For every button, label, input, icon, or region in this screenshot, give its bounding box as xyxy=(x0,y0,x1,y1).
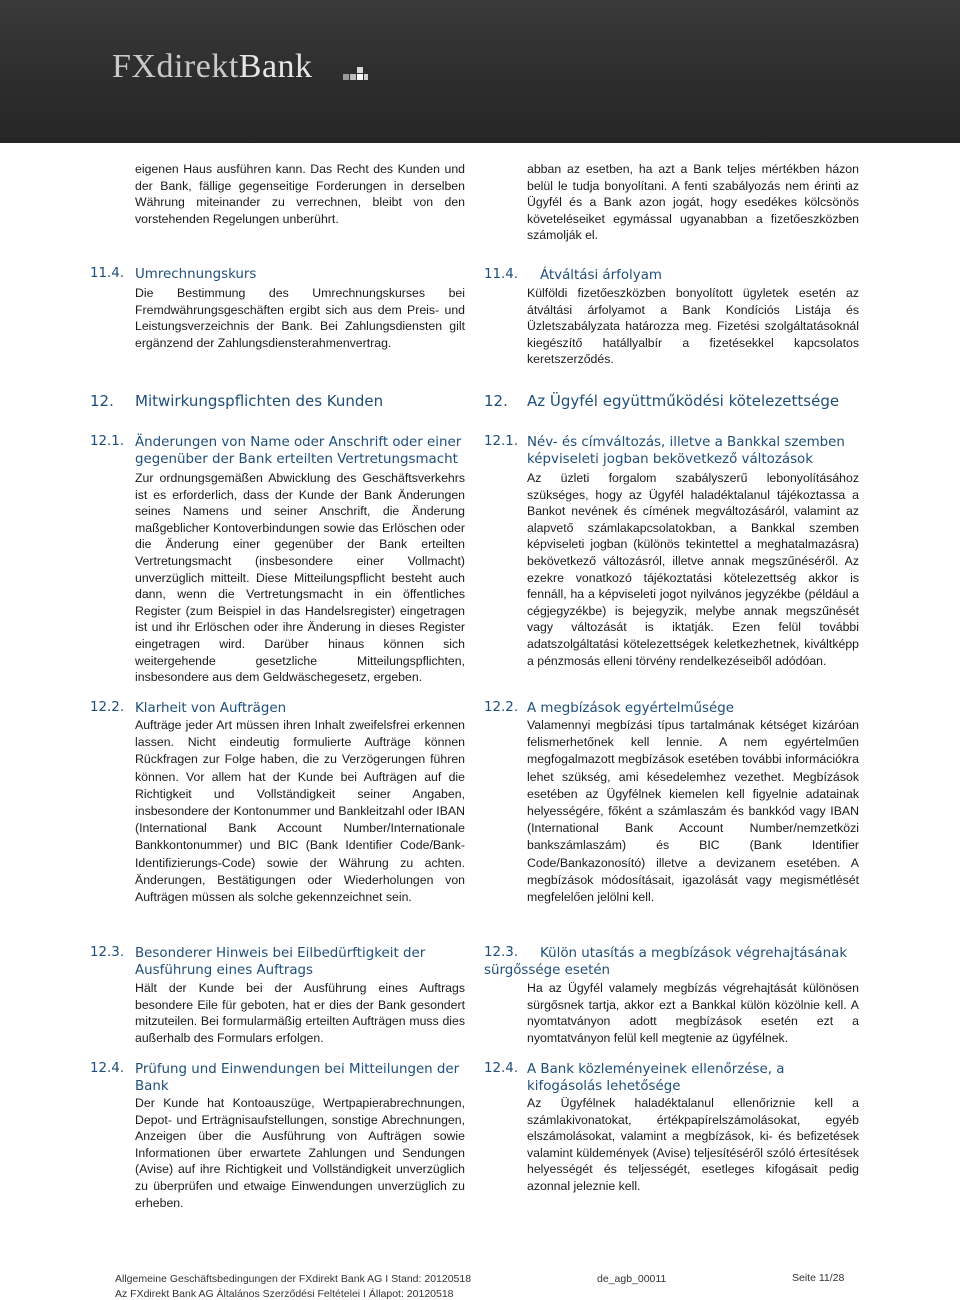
section-11-4-title-hu: Átváltási árfolyam xyxy=(540,268,662,283)
section-12-4-title-hu: A Bank közleményeinek ellenőrzése, a kifogásolás lehetősége xyxy=(527,1062,785,1094)
section-12-number-de: 12. xyxy=(90,392,114,410)
page-header xyxy=(0,0,960,143)
section-11-4-title-de: Umrechnungskurs xyxy=(135,267,257,282)
section-12-4-body-hu: Az Ügyfélnek haladéktalanul ellenőriznie kell a számlakivonatokat, értékpapírelszámolásokat, egyéb elszámolásokat, valamint a megbízások, ki- és befizetések valamint küldemények (Avise) teljesítéséről szóló értesítések helyességét és teljességét, esetleges kifogásait pedig azonnal jeleznie kell. xyxy=(527,1096,859,1193)
section-11-4-number-de: 11.4. xyxy=(90,266,125,281)
section-12-1-number-hu: 12.1. xyxy=(484,434,519,449)
intro-right-text: abban az esetben, ha azt a Bank teljes mértékben házon belül le tudja bonyolítani. A fenti szabályozás nem érinti az Ügyfél és a Bank azon jogát, hogy esedékes kölcsönös követeléseiket egymással ugyanabban a fizetőeszközben számolják el. xyxy=(527,162,859,243)
section-12-4-title-de: Prüfung und Einwendungen bei Mitteilungen der Bank xyxy=(135,1062,460,1094)
section-12-1-title-hu: Név- és címváltozás, illetve a Bankkal szemben képviseleti jogban bekövetkező változások xyxy=(527,435,845,467)
section-12-3-title-de: Besonderer Hinweis bei Eilbedürftigkeit der Ausführung eines Auftrags xyxy=(135,946,426,978)
footer-line-de: Allgemeine Geschäftsbedingungen der FXdirekt Bank AG I Stand: 20120518 xyxy=(115,1273,472,1285)
footer-line-hu: Az FXdirekt Bank AG Általános Szerződési Feltételei I Állapot: 20120518 xyxy=(115,1288,454,1300)
section-12-3-body-de: Hält der Kunde bei der Ausführung eines Auftrags besondere Eile für geboten, hat er dies der Bank gesondert mitzuteilen. Bei formularmäßig erteilten Aufträgen muss dies außerhalb des Formulars erfolgen. xyxy=(135,981,465,1045)
section-12-4-number-hu: 12.4. xyxy=(484,1061,519,1076)
section-12-title-hu: Az Ügyfél együttműködési kötelezettsége xyxy=(527,392,840,410)
section-12-1-body-hu: Az üzleti forgalom szabályszerű lebonyolításához szükséges, hogy az Ügyfél haladéktalanul tájékoztassa a Bankot nevének és címének megváltozásáról, valamint az alapvető számlakapcsolatokban, a Bankkal szemben képviseleti jogban (különös tekintettel a meghatalmazásra) bekövetkező változásról, illetve annak megszűnéséről. Az ezekre vonatkozó tájékoztatási kötelezettség akkor is fennáll, ha a képviseleti jogot nyilvános jegyzékbe (például a cégjegyzékbe) is bejegyzik, melybe annak megszűnését vagy változását is iktatják. Ezen felül további adatszolgáltatási kötelezettségek keletkezhetnek, kiváltképp a pénzmosás elleni törvény rendelkezéseiből adódóan. xyxy=(527,471,859,668)
section-12-1-title-de: Änderungen von Name oder Anschrift oder einer gegenüber der Bank erteilten Vertretungsmacht xyxy=(135,435,462,467)
logo-bank: Bank xyxy=(238,48,313,85)
section-12-4-body-de: Der Kunde hat Kontoauszüge, Wertpapierabrechnungen, Depot- und Erträgnisaufstellungen, sonstige Abrechnungen, Anzeigen über die Ausführung von Aufträgen sowie Informationen über erwartete Zahlungen und Sendungen (Avise) auf ihre Richtigkeit und Vollständigkeit unverzüglich zu überprüfen und etwaige Einwendungen unverzüglich zu erheben. xyxy=(135,1096,465,1210)
section-12-3-title-hu: Külön utasítás a megbízások végrehajtásának sürgőssége esetén xyxy=(484,946,848,978)
section-12-2-title-de: Klarheit von Aufträgen xyxy=(135,701,287,716)
section-11-4-body-hu: Külföldi fizetőeszközben bonyolított ügyletek esetén az átváltási árfolyamot a Bank Kondíciós Listája és Üzletszabályzata határozza meg. Fizetési szolgáltatásoknál kiegészítő hatállyalbír a fizetésekkel kapcsolatos keretszerződés. xyxy=(527,286,859,367)
section-11-4-body-de: Die Bestimmung des Umrechnungskurses bei Fremdwährungsgeschäften ergibt sich aus dem Preis- und Leistungsverzeichnis der Bank. Bei Zahlungsdiensten gilt ergänzend der Zahlungsdiensterahmenvertrag. xyxy=(135,286,465,350)
footer-doc-id: de_agb_00011 xyxy=(597,1273,667,1285)
section-12-3-number-de: 12.3. xyxy=(90,945,125,960)
section-12-title-de: Mitwirkungspflichten des Kunden xyxy=(135,392,384,410)
intro-left-text: eigenen Haus ausführen kann. Das Recht des Kunden und der Bank, fällige gegenseitige Forderungen in derselben Währung miteinander zu verrechnen, bleibt von den vorstehenden Regelungen unberührt. xyxy=(135,162,465,226)
section-12-3-body-hu: Ha az Ügyfél valamely megbízás végrehajtását különösen sürgősnek tartja, akkor ezt a Bankkal külön közölnie kell. A nyomtatványon adott megbízások esetén ezt a nyomtatványon felül kell megtenie az ügyfélnek. xyxy=(527,981,859,1045)
section-12-4-number-de: 12.4. xyxy=(90,1061,125,1076)
logo-squares-icon xyxy=(343,66,369,82)
section-12-3-number-hu: 12.3. xyxy=(484,945,519,960)
section-12-2-title-hu: A megbízások egyértelműsége xyxy=(527,701,734,716)
section-12-2-number-de: 12.2. xyxy=(90,700,125,715)
section-12-2-body-hu: Valamennyi megbízási típus tartalmának kétséget kizáróan felismerhetőnek kell lennie. A nem egyértelműen megfogalmazott megbízások esetében további információkra lehet szükség, ami késedelemhez vezethet. Megbízások esetében az Ügyfélnek kiemelen kell figyelnie adatainak helyességére, főként a számlaszám és bankkód vagy IBAN (International Bank Account Number/nemzetközi bankszámlaszám) és BIC (Bank Identifier Code/Bankazonosító) illetve a devizanem esetében. A megbízások módosításait, igazolását vagy megismétlését megfelelően jelölni kell. xyxy=(527,718,859,905)
footer-page-number: Seite 11/28 xyxy=(792,1272,845,1284)
section-11-4-number-hu: 11.4. xyxy=(484,267,519,282)
section-12-2-body-de: Aufträge jeder Art müssen ihren Inhalt zweifelsfrei erkennen lassen. Nicht eindeutig formulierte Aufträge können Rückfragen zur Folge haben, die zu Verzögerungen führen können. Vor allem hat der Kunde bei Aufträgen auf die Richtigkeit und Vollständigkeit seiner Angaben, insbesondere der Kontonummer und Bankleitzahl oder IBAN (International Bank Account Number/Internationale Bankkontonummer) und BIC (Bank Identifier Code/Bank-Identifizierungs-Code) sowie der Währung zu achten. Änderungen, Bestätigungen oder Wiederholungen von Aufträgen müssen als solche gekennzeichnet sein. xyxy=(135,718,465,905)
section-12-number-hu: 12. xyxy=(484,392,508,410)
section-12-1-number-de: 12.1. xyxy=(90,434,125,449)
logo-direkt: direkt xyxy=(156,48,239,85)
section-12-1-body-de: Zur ordnungsgemäßen Abwicklung des Geschäftsverkehrs ist es erforderlich, dass der Kunde der Bank Änderungen seines Namens und seiner Anschrift, die Änderung maßgeblicher Kontoverbindungen sowie das Erlöschen oder die Änderung einer gegenüber der Bank erteilten Vertretungsmacht (insbesondere einer Vollmacht) unverzüglich mitteilt. Diese Mitteilungspflicht besteht auch dann, wenn die Vertretungsmacht in ein öffentliches Register (zum Beispiel in das Handelsregister) eingetragen ist und ihr Erlöschen oder ihre Änderung in dieses Register eingetragen wird. Darüber hinaus können sich weitergehende gesetzliche Mitteilungspflichten, insbesondere aus dem Geldwäschegesetz, ergeben. xyxy=(135,471,465,685)
logo-fx: FX xyxy=(112,48,157,85)
fxdirekt-bank-logo xyxy=(112,48,313,86)
section-12-2-number-hu: 12.2. xyxy=(484,700,519,715)
